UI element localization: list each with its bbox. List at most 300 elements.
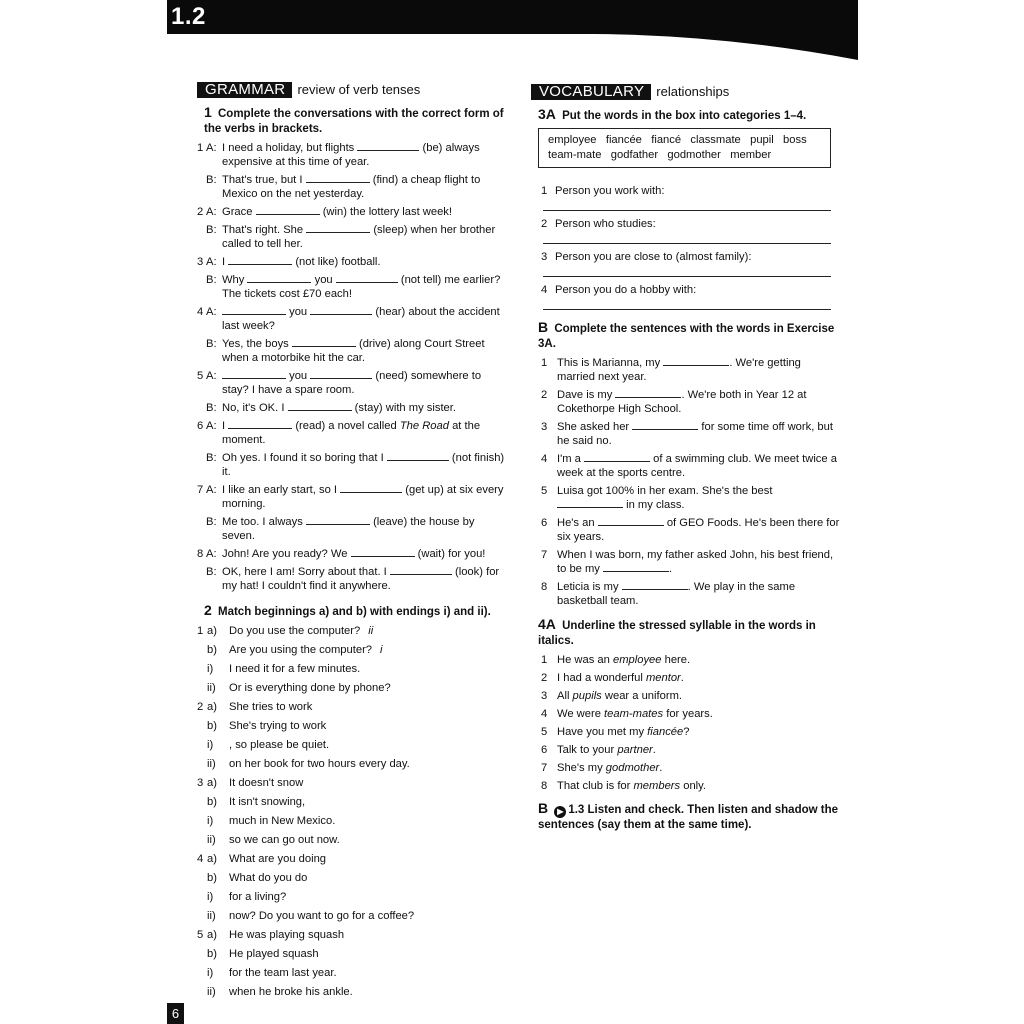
word-box	[538, 128, 831, 168]
sentence-part: I had a wonderful	[557, 672, 643, 684]
item-text	[222, 141, 509, 169]
item-number	[197, 757, 207, 771]
match-phrase: , so please be quiet.	[229, 739, 330, 751]
item-letter: a)	[207, 701, 217, 713]
match-phrase: I need it for a few minutes.	[229, 663, 361, 675]
item-text	[222, 547, 509, 561]
answer-blank[interactable]	[222, 305, 286, 315]
item-text	[222, 451, 509, 479]
stress-text	[557, 743, 841, 757]
answer-blank[interactable]	[292, 337, 356, 347]
category-label	[541, 217, 841, 231]
sentence-item	[541, 580, 841, 608]
stress-text	[557, 725, 841, 739]
sentence-part: you	[289, 370, 308, 382]
item-letter: ii)	[207, 986, 216, 998]
item-number: 3	[541, 690, 548, 702]
sentence-part: for some time off work, but he said no.	[557, 421, 833, 447]
stress-text	[557, 653, 841, 667]
sentence-part: Have you met my	[557, 726, 645, 738]
match-phrase: much in New Mexico.	[229, 815, 336, 827]
speaker-label: A:	[206, 256, 217, 268]
sentence-part: He was an	[557, 654, 610, 666]
item-number	[197, 662, 207, 676]
item-text	[222, 483, 509, 511]
italic-word[interactable]: godmother	[605, 762, 660, 774]
item-number	[197, 565, 206, 593]
answer-blank[interactable]	[615, 388, 681, 398]
page-number: 6	[167, 1003, 184, 1024]
vocabulary-subtitle: relationships	[656, 84, 730, 99]
sentence-part: (read) a novel called	[295, 420, 397, 432]
item-number	[197, 451, 206, 479]
match-text	[229, 985, 509, 999]
match-text	[229, 719, 509, 733]
sentence-part: He's an	[557, 517, 595, 529]
sentence-part: for years.	[666, 708, 713, 720]
match-phrase: now? Do you want to go for a coffee?	[229, 910, 415, 922]
exercise-1-list	[197, 141, 509, 593]
exercise-item	[197, 141, 509, 169]
exercise-1-instruction	[204, 105, 509, 137]
item-text	[222, 223, 509, 251]
match-text	[229, 624, 509, 638]
answer-line[interactable]	[543, 264, 831, 277]
sentence-part: wear a uniform.	[604, 690, 682, 702]
instruction-text: Put the words in the box into categories 1–4.	[562, 110, 807, 122]
item-number	[197, 515, 206, 543]
match-text	[229, 757, 509, 771]
match-text	[229, 681, 509, 695]
category-text: Person who studies:	[555, 218, 656, 230]
exercise-3b-instruction	[538, 320, 841, 352]
stress-text	[557, 689, 841, 703]
item-number: 6	[541, 517, 548, 529]
item-number	[197, 337, 206, 365]
item-text	[222, 337, 509, 365]
sentence-part: .	[680, 672, 684, 684]
item-number	[197, 173, 206, 201]
speaker-label: A:	[206, 142, 217, 154]
item-number	[197, 401, 206, 415]
item-number: 3	[541, 251, 548, 263]
answer-blank[interactable]	[222, 369, 286, 379]
match-item	[197, 852, 509, 866]
sentence-part: (look) for my hat! I couldn't find it anywhere.	[222, 566, 500, 592]
speaker-label: A:	[206, 370, 217, 382]
answer-blank[interactable]	[632, 420, 698, 430]
exercise-item	[197, 205, 509, 219]
sentence-part: (drive) along Court Street when a motorbike hit the car.	[222, 338, 485, 364]
item-number	[197, 719, 207, 733]
sentence-part: at the moment.	[222, 420, 481, 446]
answer-blank[interactable]	[340, 483, 402, 493]
sentence-part: Talk to your	[557, 744, 615, 756]
sentence-part: . We're getting married next year.	[557, 357, 801, 383]
stress-text	[557, 779, 841, 793]
match-item	[197, 909, 509, 923]
sentence-part: .	[659, 762, 663, 774]
item-text	[222, 273, 509, 301]
match-text	[229, 700, 509, 714]
item-letter: i)	[207, 967, 214, 979]
exercise-number: B	[538, 319, 549, 335]
item-number: 2	[541, 672, 548, 684]
play-audio-icon[interactable]: ▶	[554, 806, 566, 818]
item-letter: b)	[207, 948, 217, 960]
match-item	[197, 662, 509, 676]
sentence-part: This is Marianna, my	[557, 357, 661, 369]
match-text	[229, 909, 509, 923]
sentence-part: (not like) football.	[295, 256, 381, 268]
vocabulary-tag: VOCABULARY	[531, 84, 651, 100]
answer-blank[interactable]	[351, 547, 415, 557]
italic-word[interactable]: partner	[617, 744, 653, 756]
sentence-part: I like an early start, so I	[222, 484, 338, 496]
stress-item	[541, 707, 841, 721]
exercise-number: B	[538, 800, 549, 816]
grammar-tag: GRAMMAR	[197, 82, 292, 98]
stress-item	[541, 725, 841, 739]
match-text	[229, 852, 509, 866]
unit-number: 1.2	[171, 3, 206, 30]
item-number	[197, 966, 207, 980]
grammar-column	[197, 82, 509, 1004]
sentence-item	[541, 452, 841, 480]
item-number	[197, 814, 207, 828]
category-text: Person you do a hobby with:	[555, 284, 697, 296]
answer-blank[interactable]	[387, 451, 449, 461]
match-item	[197, 681, 509, 695]
exercise-item	[197, 419, 509, 447]
match-item	[197, 833, 509, 847]
item-number: 5	[541, 726, 548, 738]
item-text	[222, 401, 509, 415]
answer-blank[interactable]	[306, 223, 370, 233]
italic-word[interactable]: team-mates	[604, 708, 664, 720]
exercise-item	[197, 547, 509, 561]
match-phrase: Are you using the computer?	[229, 644, 373, 656]
sentence-part: Yes, the boys	[222, 338, 289, 350]
match-phrase: It isn't snowing,	[229, 796, 306, 808]
sentence-part: ?	[683, 726, 690, 738]
match-phrase: Or is everything done by phone?	[229, 682, 391, 694]
item-letter: a)	[207, 777, 217, 789]
match-text	[229, 814, 509, 828]
answer-blank[interactable]	[288, 401, 352, 411]
sentence-text	[557, 548, 841, 576]
category-item	[541, 277, 841, 310]
match-phrase: for the team last year.	[229, 967, 337, 979]
category-item	[541, 178, 841, 211]
item-text	[222, 369, 509, 397]
item-number: 2	[541, 389, 548, 401]
item-number: 4	[197, 853, 204, 865]
speaker-label: B:	[206, 566, 217, 578]
exercise-item	[197, 305, 509, 333]
stress-text	[557, 707, 841, 721]
exercise-number: 1	[204, 104, 212, 120]
item-letter: i)	[207, 891, 214, 903]
item-number	[197, 890, 207, 904]
exercise-4b-instruction	[538, 801, 841, 833]
sentence-part: We were	[557, 708, 601, 720]
sentence-item	[541, 388, 841, 416]
answer-blank[interactable]	[310, 305, 372, 315]
item-text	[222, 515, 509, 543]
sentence-part: (stay) with my sister.	[354, 402, 456, 414]
match-phrase: What are you doing	[229, 853, 327, 865]
match-phrase: on her book for two hours every day.	[229, 758, 410, 770]
answer-blank[interactable]	[663, 356, 729, 366]
audio-track: 1.3	[568, 804, 585, 816]
sentence-part: Luisa got 100% in her exam. She's the best	[557, 485, 773, 497]
item-letter: b)	[207, 720, 217, 732]
item-letter: i)	[207, 739, 214, 751]
item-number: 2	[197, 206, 204, 218]
sentence-text	[557, 580, 841, 608]
sentence-item	[541, 356, 841, 384]
sentence-part: (need) somewhere to stay? I have a spare room.	[222, 370, 482, 396]
exercise-2-list	[197, 624, 509, 999]
match-phrase: Do you use the computer?	[229, 625, 361, 637]
italic-title: The Road	[399, 420, 449, 432]
answer-line[interactable]	[543, 198, 831, 211]
stress-text	[557, 761, 841, 775]
item-number: 2	[541, 218, 548, 230]
sentence-part: . We're both in Year 12 at Cokethorpe High School.	[557, 389, 807, 415]
sentence-part: (not finish) it.	[222, 452, 505, 478]
item-number: 6	[541, 744, 548, 756]
item-letter: b)	[207, 872, 217, 884]
answer-blank[interactable]	[584, 452, 650, 462]
speaker-label: A:	[206, 420, 217, 432]
item-number: 7	[541, 762, 548, 774]
italic-word[interactable]: pupils	[572, 690, 602, 702]
item-text	[222, 565, 509, 593]
sentence-text	[557, 516, 841, 544]
exercise-item	[197, 451, 509, 479]
item-number	[197, 871, 207, 885]
item-number	[197, 833, 207, 847]
item-number: 5	[541, 485, 548, 497]
sentence-item	[541, 484, 841, 512]
sentence-part: of GEO Foods. He's been there for six years.	[557, 517, 840, 543]
item-number: 3	[197, 777, 204, 789]
category-label	[541, 184, 841, 198]
item-letter: a)	[207, 929, 217, 941]
match-item	[197, 738, 509, 752]
exercise-number: 4A	[538, 616, 556, 632]
answer-line[interactable]	[543, 297, 831, 310]
grammar-subtitle: review of verb tenses	[297, 82, 421, 97]
sentence-text	[557, 452, 841, 480]
match-item	[197, 624, 509, 638]
exercise-2-instruction	[204, 603, 509, 620]
sentence-text	[557, 420, 841, 448]
exercise-item	[197, 223, 509, 251]
match-phrase: when he broke his ankle.	[229, 986, 353, 998]
item-number	[197, 223, 206, 251]
sentence-item	[541, 548, 841, 576]
item-number: 6	[197, 420, 204, 432]
exercise-item	[197, 337, 509, 365]
sentence-part: (wait) for you!	[417, 548, 486, 560]
sentence-part: That's right. She	[222, 224, 304, 236]
answer-blank[interactable]	[603, 562, 669, 572]
match-answer: i	[380, 644, 383, 656]
item-number: 2	[197, 701, 204, 713]
sentence-part: . We play in the same basketball team.	[557, 581, 796, 607]
answer-blank[interactable]	[557, 498, 623, 508]
stress-item	[541, 689, 841, 703]
speaker-label: B:	[206, 402, 217, 414]
sentence-part: you	[314, 274, 333, 286]
match-item	[197, 719, 509, 733]
answer-blank[interactable]	[247, 273, 311, 283]
item-number: 1	[197, 142, 204, 154]
match-item	[197, 985, 509, 999]
italic-word[interactable]: mentor	[645, 672, 681, 684]
word-box-line: team-mate godfather godmother member	[548, 149, 772, 161]
match-text	[229, 928, 509, 942]
item-number: 3	[197, 256, 204, 268]
answer-blank[interactable]	[390, 565, 452, 575]
sentence-part: in my class.	[626, 499, 685, 511]
item-letter: ii)	[207, 834, 216, 846]
exercise-item	[197, 369, 509, 397]
italic-word[interactable]: fiancée	[647, 726, 684, 738]
stress-item	[541, 653, 841, 667]
item-letter: ii)	[207, 682, 216, 694]
instruction-text: Underline the stressed syllable in the words in italics.	[538, 620, 816, 647]
speaker-label: B:	[206, 516, 217, 528]
sentence-part: Dave is my	[557, 389, 613, 401]
instruction-text: Complete the conversations with the correct form of the verbs in brackets.	[204, 108, 504, 135]
match-text	[229, 947, 509, 961]
item-number	[197, 947, 207, 961]
item-number: 4	[541, 284, 548, 296]
answer-blank[interactable]	[256, 205, 320, 215]
sentence-text	[557, 356, 841, 384]
item-text	[222, 305, 509, 333]
speaker-label: B:	[206, 452, 217, 464]
exercise-item	[197, 565, 509, 593]
speaker-label: A:	[206, 206, 217, 218]
match-item	[197, 966, 509, 980]
speaker-label: A:	[206, 306, 217, 318]
italic-word[interactable]: employee	[612, 654, 662, 666]
match-item	[197, 871, 509, 885]
match-text	[229, 833, 509, 847]
item-number: 8	[197, 548, 204, 560]
sentence-part: only.	[683, 780, 707, 792]
answer-blank[interactable]	[228, 419, 292, 429]
item-text	[222, 419, 509, 447]
item-letter: a)	[207, 625, 217, 637]
sentence-part: When I was born, my father asked John, his best friend, to be my	[557, 549, 834, 575]
sentence-part: I	[222, 256, 226, 268]
answer-blank[interactable]	[228, 255, 292, 265]
match-phrase: He played squash	[229, 948, 319, 960]
match-item	[197, 795, 509, 809]
speaker-label: B:	[206, 274, 217, 286]
category-text: Person you work with:	[555, 185, 665, 197]
stress-item	[541, 761, 841, 775]
match-item	[197, 947, 509, 961]
vocabulary-heading	[531, 84, 841, 100]
sentence-part: I'm a	[557, 453, 581, 465]
sentence-part: I	[222, 420, 226, 432]
answer-blank[interactable]	[336, 273, 398, 283]
sentence-part: (get up) at six every morning.	[222, 484, 504, 510]
item-number: 7	[541, 549, 548, 561]
item-number: 1	[197, 625, 204, 637]
match-item	[197, 928, 509, 942]
category-item	[541, 244, 841, 277]
exercise-number: 3A	[538, 106, 556, 122]
item-letter: ii)	[207, 758, 216, 770]
item-number: 4	[541, 708, 548, 720]
item-letter: b)	[207, 796, 217, 808]
item-text	[222, 205, 509, 219]
sentence-part: She asked her	[557, 421, 630, 433]
sentence-part: .	[652, 744, 656, 756]
sentence-part: All	[557, 690, 570, 702]
sentence-part: Grace	[222, 206, 253, 218]
sentence-part: (leave) the house by seven.	[222, 516, 475, 542]
sentence-item	[541, 516, 841, 544]
answer-blank[interactable]	[306, 515, 370, 525]
answer-blank[interactable]	[622, 580, 688, 590]
item-number: 1	[541, 654, 548, 666]
match-text	[229, 890, 509, 904]
answer-blank[interactable]	[598, 516, 664, 526]
header-curve	[560, 18, 860, 62]
sentence-text	[557, 484, 841, 512]
stress-item	[541, 671, 841, 685]
category-text: Person you are close to (almost family):	[555, 251, 752, 263]
answer-blank[interactable]	[357, 141, 419, 151]
italic-word[interactable]: members	[633, 780, 681, 792]
match-text	[229, 776, 509, 790]
match-text	[229, 738, 509, 752]
word-box-line: employee fiancée fiancé classmate pupil boss	[548, 134, 807, 146]
sentence-part: here.	[664, 654, 691, 666]
sentence-part: That club is for	[557, 780, 631, 792]
answer-blank[interactable]	[310, 369, 372, 379]
sentence-part: (find) a cheap flight to Mexico on the net yesterday.	[222, 174, 481, 200]
item-number	[197, 795, 207, 809]
answer-line[interactable]	[543, 231, 831, 244]
match-answer: ii	[368, 625, 374, 637]
sentence-part: (not tell) me earlier? The tickets cost £70 each!	[222, 274, 501, 300]
exercise-number: 2	[204, 602, 212, 618]
match-item	[197, 757, 509, 771]
answer-blank[interactable]	[306, 173, 370, 183]
sentence-part: I need a holiday, but flights	[222, 142, 355, 154]
exercise-item	[197, 273, 509, 301]
sentence-part: Why	[222, 274, 245, 286]
stress-item	[541, 779, 841, 793]
item-number: 3	[541, 421, 548, 433]
item-letter: i)	[207, 663, 214, 675]
item-number: 8	[541, 780, 548, 792]
item-number	[197, 909, 207, 923]
sentence-part: OK, here I am! Sorry about that. I	[222, 566, 387, 578]
sentence-part: Me too. I always	[222, 516, 303, 528]
item-letter: a)	[207, 853, 217, 865]
